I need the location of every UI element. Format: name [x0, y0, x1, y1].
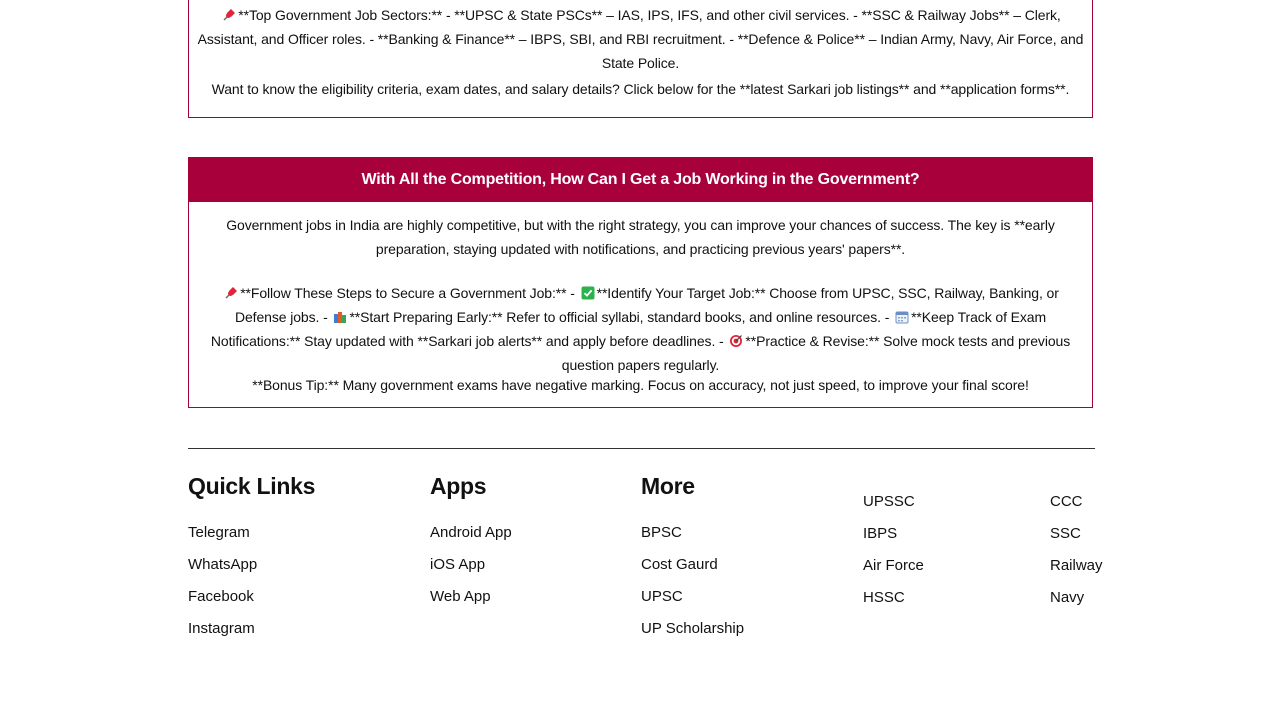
job-sectors-section	[188, 0, 1093, 118]
books-icon	[333, 310, 347, 324]
step-prepare: **Start Preparing Early:** Refer to official syllabi, standard books, and online resources. -	[349, 309, 890, 325]
apps-title: Apps	[430, 473, 487, 499]
footer-quick-links	[188, 472, 315, 645]
step-practice: **Practice & Revise:** Solve mock tests and previous question papers regularly.	[561, 333, 1071, 373]
footer-link-ssc[interactable]: SSC	[1050, 525, 1081, 542]
footer-link-bpsc[interactable]: BPSC	[641, 524, 682, 541]
footer-link-telegram[interactable]: Telegram	[188, 524, 250, 541]
footer-link-whatsapp[interactable]: WhatsApp	[188, 556, 258, 573]
job-sectors-text: **Top Government Job Sectors:** - **UPSC & State PSCs** – IAS, IPS, IFS, and other civil services. - **SSC & Railway Jobs** – Clerk, Assistant, and Officer roles. - **Banking & Finance** – IBPS, SBI, and RBI recruitment. - **Defence & Police** – Indian Army, Navy, Air Force, and State Police.	[197, 7, 1084, 71]
footer-more-col3	[1050, 486, 1103, 614]
footer-link-air-force[interactable]: Air Force	[863, 557, 924, 574]
job-sectors-paragraph	[195, 3, 1086, 75]
calendar-icon	[895, 310, 909, 324]
footer-link-ccc[interactable]: CCC	[1050, 493, 1083, 510]
footer-link-navy[interactable]: Navy	[1050, 589, 1085, 606]
footer-link-upsc[interactable]: UPSC	[641, 588, 683, 605]
footer-more-col2	[863, 486, 924, 614]
footer-link-up-scholarship[interactable]: UP Scholarship	[641, 620, 745, 637]
footer-link-web-app[interactable]: Web App	[430, 588, 491, 605]
footer-link-railway[interactable]: Railway	[1050, 557, 1103, 574]
footer-link-ios-app[interactable]: iOS App	[430, 556, 486, 573]
bonus-tip-paragraph: **Bonus Tip:** Many government exams have negative marking. Focus on accuracy, not just speed, to improve your final score!	[252, 377, 1029, 393]
check-mark-icon	[581, 286, 595, 300]
footer-link-instagram[interactable]: Instagram	[188, 620, 255, 637]
footer-divider	[188, 448, 1095, 449]
footer-link-android-app[interactable]: Android App	[430, 524, 512, 541]
section-heading: With All the Competition, How Can I Get a Job Working in the Government?	[189, 158, 1092, 202]
pushpin-icon	[224, 286, 238, 300]
more-title: More	[641, 473, 695, 499]
footer-link-ibps[interactable]: IBPS	[863, 525, 898, 542]
footer-link-cost-gaurd[interactable]: Cost Gaurd	[641, 556, 718, 573]
intro-paragraph: Government jobs in India are highly competitive, but with the right strategy, you can improve your chances of success. The key is **early preparation, staying updated with notifications, and practicing previous years' papers**.	[226, 217, 1055, 257]
footer-link-hssc[interactable]: HSSC	[863, 589, 905, 606]
quick-links-title: Quick Links	[188, 473, 316, 499]
steps-intro: **Follow These Steps to Secure a Government Job:** -	[240, 285, 575, 301]
steps-paragraph	[197, 281, 1084, 377]
eligibility-paragraph: Want to know the eligibility criteria, exam dates, and salary details? Click below for the **latest Sarkari job listings** and **application forms**.	[211, 81, 1070, 97]
footer-apps	[430, 472, 512, 613]
step-identify: **Identify Your Target Job:** Choose from UPSC, SSC, Railway, Banking, or Defense jobs. -	[234, 285, 1059, 325]
footer-more	[641, 472, 744, 645]
pushpin-icon	[222, 8, 236, 22]
footer-link-upssc[interactable]: UPSSC	[863, 493, 915, 510]
competition-section	[188, 157, 1093, 408]
footer-link-facebook[interactable]: Facebook	[188, 588, 254, 605]
target-icon	[729, 334, 743, 348]
step-track: **Keep Track of Exam Notifications:** Stay updated with **Sarkari job alerts** and apply before deadlines. -	[210, 309, 1047, 349]
